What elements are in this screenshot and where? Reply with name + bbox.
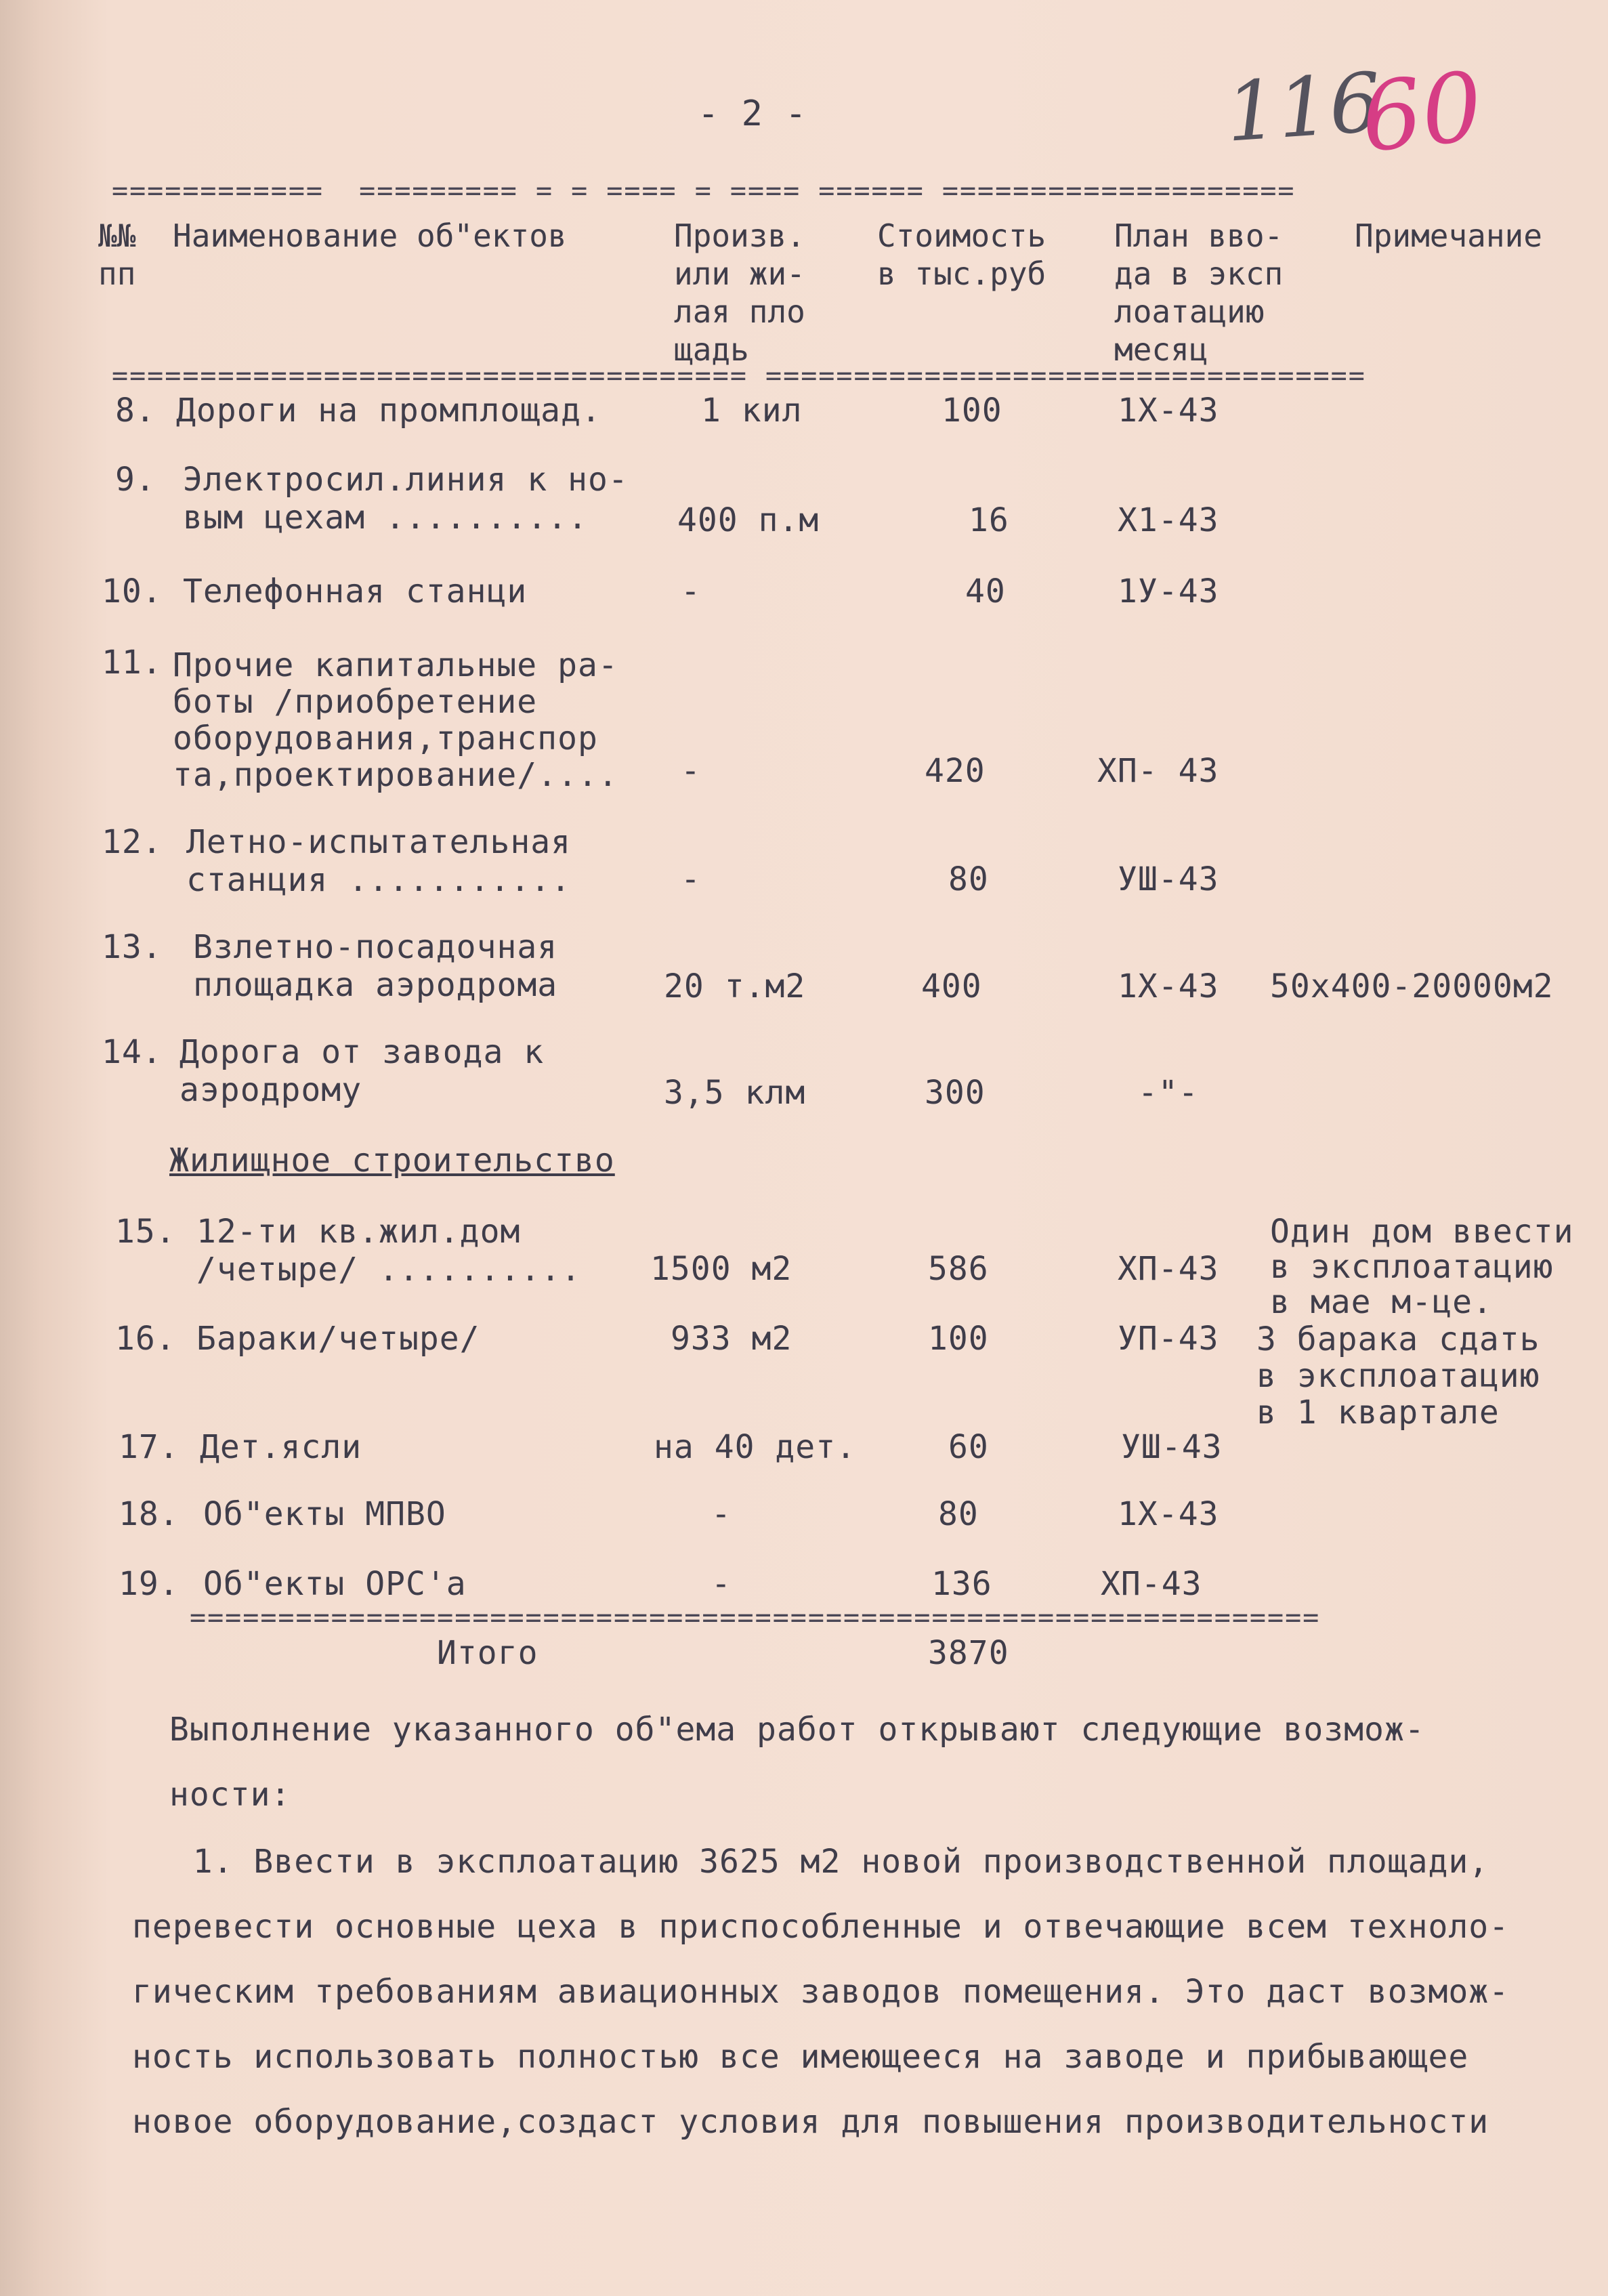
row-cost: 586 bbox=[928, 1250, 989, 1288]
header-name: Наименование об"ектов bbox=[173, 217, 567, 254]
row-plan: ХП-43 bbox=[1118, 1250, 1219, 1288]
row-plan: УШ-43 bbox=[1118, 860, 1219, 898]
row-cost: 136 bbox=[931, 1565, 992, 1603]
row-plan: 1Х-43 bbox=[1118, 967, 1219, 1005]
row-note: 3 барака сдать в эксплоатацию в 1 квартале bbox=[1256, 1320, 1540, 1432]
row-cost: 80 bbox=[938, 1495, 979, 1533]
row-num: 14. bbox=[102, 1033, 163, 1071]
header-num: №№ пп bbox=[98, 217, 136, 292]
row-cost: 40 bbox=[965, 572, 1006, 610]
row-name: Об"екты МПВО bbox=[203, 1495, 446, 1533]
row-num: 18. bbox=[119, 1495, 179, 1533]
row-area: - bbox=[711, 1565, 732, 1603]
header-area: Произв. или жи- лая пло щадь bbox=[674, 217, 805, 368]
header-note: Примечание bbox=[1355, 217, 1542, 254]
row-num: 19. bbox=[119, 1565, 179, 1603]
row-area: 1500 м2 bbox=[650, 1250, 792, 1288]
row-area: 400 п.м bbox=[677, 501, 820, 539]
row-name: Дороги на промплощад. bbox=[176, 392, 601, 430]
row-name: Дет.ясли bbox=[200, 1428, 362, 1466]
row-note: Один дом ввести в эксплоатацию в мае м-це. bbox=[1270, 1213, 1574, 1321]
row-plan: УШ-43 bbox=[1121, 1428, 1223, 1466]
row-name: Телефонная станци bbox=[183, 572, 528, 610]
total-rule: ================================================================ bbox=[190, 1604, 1321, 1631]
row-plan: Х1-43 bbox=[1118, 501, 1219, 539]
row-area: - bbox=[681, 752, 701, 790]
row-num: 10. bbox=[102, 572, 163, 610]
row-num: 13. bbox=[102, 928, 163, 966]
row-name: Прочие капитальные ра- боты /приобретение оборудования,транспор та,проектирование/.... bbox=[173, 646, 618, 794]
page-number: - 2 - bbox=[698, 93, 807, 134]
row-plan: ХП- 43 bbox=[1097, 752, 1219, 790]
row-cost: 60 bbox=[948, 1428, 989, 1466]
row-num: 11. bbox=[102, 644, 163, 682]
body-item-1: 1. Ввести в эксплоатацию 3625 м2 новой производственной площади, перевести основные цеха в приспособленные и отвечающие всем техноло- гическим требованиям авиационных заводов помещения. Это даст возмож- ность использовать полностью все имеющееся на заводе и прибывающее новое оборудование,создаст условия для повышения производительности bbox=[132, 1843, 1510, 2141]
total-label: Итого bbox=[437, 1634, 538, 1672]
row-cost: 400 bbox=[921, 967, 982, 1005]
row-plan: 1Х-43 bbox=[1118, 392, 1219, 430]
row-plan: 1Х-43 bbox=[1118, 1495, 1219, 1533]
row-area: - bbox=[681, 572, 701, 610]
row-num: 16. bbox=[115, 1320, 176, 1358]
row-note: 50х400-20000м2 bbox=[1270, 967, 1554, 1005]
row-plan: 1У-43 bbox=[1118, 572, 1219, 610]
row-area: на 40 дет. bbox=[654, 1428, 856, 1466]
row-area: - bbox=[711, 1495, 732, 1533]
row-area: - bbox=[681, 860, 701, 898]
row-cost: 80 bbox=[948, 860, 989, 898]
body-intro: Выполнение указанного об"ема работ открывают следующие возмож- ности: bbox=[169, 1711, 1425, 1814]
row-area: 933 м2 bbox=[671, 1320, 792, 1358]
row-cost: 300 bbox=[925, 1074, 986, 1112]
row-name: Дорога от завода к аэродрому bbox=[179, 1033, 545, 1109]
row-plan: ХП-43 bbox=[1101, 1565, 1202, 1603]
row-area: 3,5 клм bbox=[664, 1074, 806, 1112]
row-num: 17. bbox=[119, 1428, 179, 1466]
row-name: Летно-испытательная станция ........... bbox=[186, 823, 572, 899]
header-bottom-rule: ==================================== ================================== bbox=[112, 362, 1366, 390]
row-num: 15. bbox=[115, 1213, 176, 1251]
section-title: Жилищное строительство bbox=[169, 1142, 615, 1180]
row-plan: УП-43 bbox=[1118, 1320, 1219, 1358]
row-cost: 100 bbox=[928, 1320, 989, 1358]
pink-page-annotation: 60 bbox=[1355, 51, 1488, 174]
row-cost: 420 bbox=[925, 752, 986, 790]
row-area: 1 кил bbox=[701, 392, 803, 430]
row-name: 12-ти кв.жил.дом /четыре/ .......... bbox=[196, 1213, 582, 1289]
row-num: 12. bbox=[102, 823, 163, 861]
row-cost: 100 bbox=[941, 392, 1002, 430]
row-num: 9. bbox=[115, 461, 156, 499]
header-plan: План вво- да в эксп лоатацию месяц bbox=[1114, 217, 1284, 368]
row-name: Бараки/четыре/ bbox=[196, 1320, 480, 1358]
row-cost: 16 bbox=[969, 501, 1009, 539]
row-name: Электросил.линия к но- вым цехам .......... bbox=[183, 461, 629, 537]
row-num: 8. bbox=[115, 392, 156, 430]
row-plan: -"- bbox=[1138, 1074, 1199, 1112]
pencil-page-annotation: 116 bbox=[1223, 56, 1384, 161]
row-name: Взлетно-посадочная площадка аэродрома bbox=[193, 928, 558, 1004]
header-top-rule: ============ ========= = = ==== = ==== ====== ==================== bbox=[112, 178, 1296, 205]
row-area: 20 т.м2 bbox=[664, 967, 806, 1005]
row-name: Об"екты ОРС'а bbox=[203, 1565, 467, 1603]
header-cost: Стоимость в тыс.руб bbox=[877, 217, 1046, 292]
total-value: 3870 bbox=[928, 1634, 1009, 1672]
